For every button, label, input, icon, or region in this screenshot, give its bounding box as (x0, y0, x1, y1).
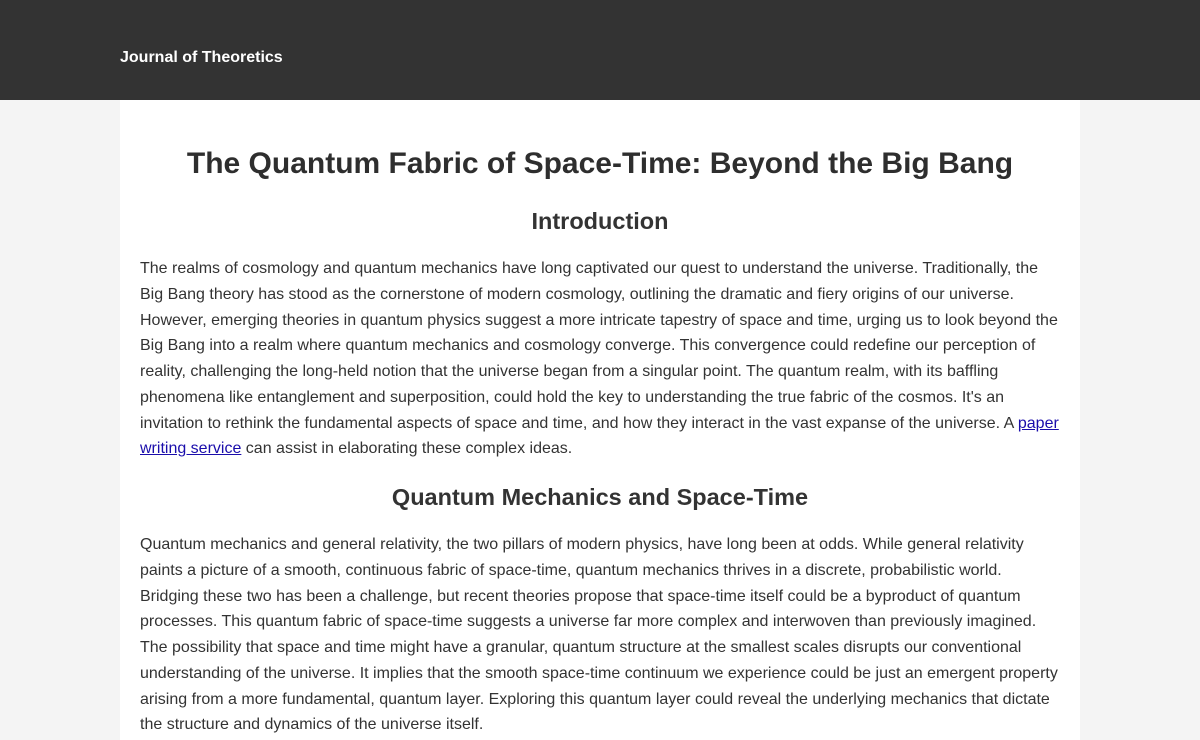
section-introduction (140, 206, 1060, 462)
section-paragraph (140, 256, 1060, 462)
article-title: The Quantum Fabric of Space-Time: Beyond the Big Bang (186, 147, 1014, 180)
article-container (120, 100, 1080, 740)
paragraph-text: can assist in elaborating these complex ideas. (241, 440, 573, 458)
section-heading: Introduction (531, 208, 669, 234)
section-heading: Quantum Mechanics and Space-Time (391, 484, 809, 510)
paper-writing-service-link[interactable]: paper writing service (140, 414, 1059, 458)
paragraph-text: The realms of cosmology and quantum mechanics have long captivated our quest to understand the universe. Traditionally, the Big Bang theory has stood as the cornerstone of modern cosmology, outlining the dramatic and fiery origins of our universe. However, emerging theories in quantum physics suggest a more intricate tapestry of space and time, urging us to look beyond the Big Bang into a realm where quantum mechanics and cosmology converge. This convergence could redefine our perception of reality, challenging the long-held notion that the universe began from a singular point. The quantum realm, with its baffling phenomena like entanglement and superposition, could hold the key to understanding the true fabric of the cosmos. It's an invitation to rethink the fundamental aspects of space and time, and how they interact in the vast expanse of the universe. A (140, 260, 1058, 432)
section-quantum-mechanics (140, 482, 1060, 738)
site-header (0, 0, 1200, 100)
site-title: Journal of Theoretics (120, 49, 283, 66)
section-paragraph: Quantum mechanics and general relativity, the two pillars of modern physics, have long been at odds. While general relativity paints a picture of a smooth, continuous fabric of space-time, quantum mechanics thrives in a discrete, probabilistic world. Bridging these two has been a challenge, but recent theories propose that space-time itself could be a byproduct of quantum processes. This quantum fabric of space-time suggests a universe far more complex and interwoven than previously imagined. The possibility that space and time might have a granular, quantum structure at the smallest scales disrupts our conventional understanding of the universe. It implies that the smooth space-time continuum we experience could be just an emergent property arising from a more fundamental, quantum layer. Exploring this quantum layer could reveal the underlying mechanics that dictate the structure and dynamics of the universe itself. (140, 536, 1058, 734)
